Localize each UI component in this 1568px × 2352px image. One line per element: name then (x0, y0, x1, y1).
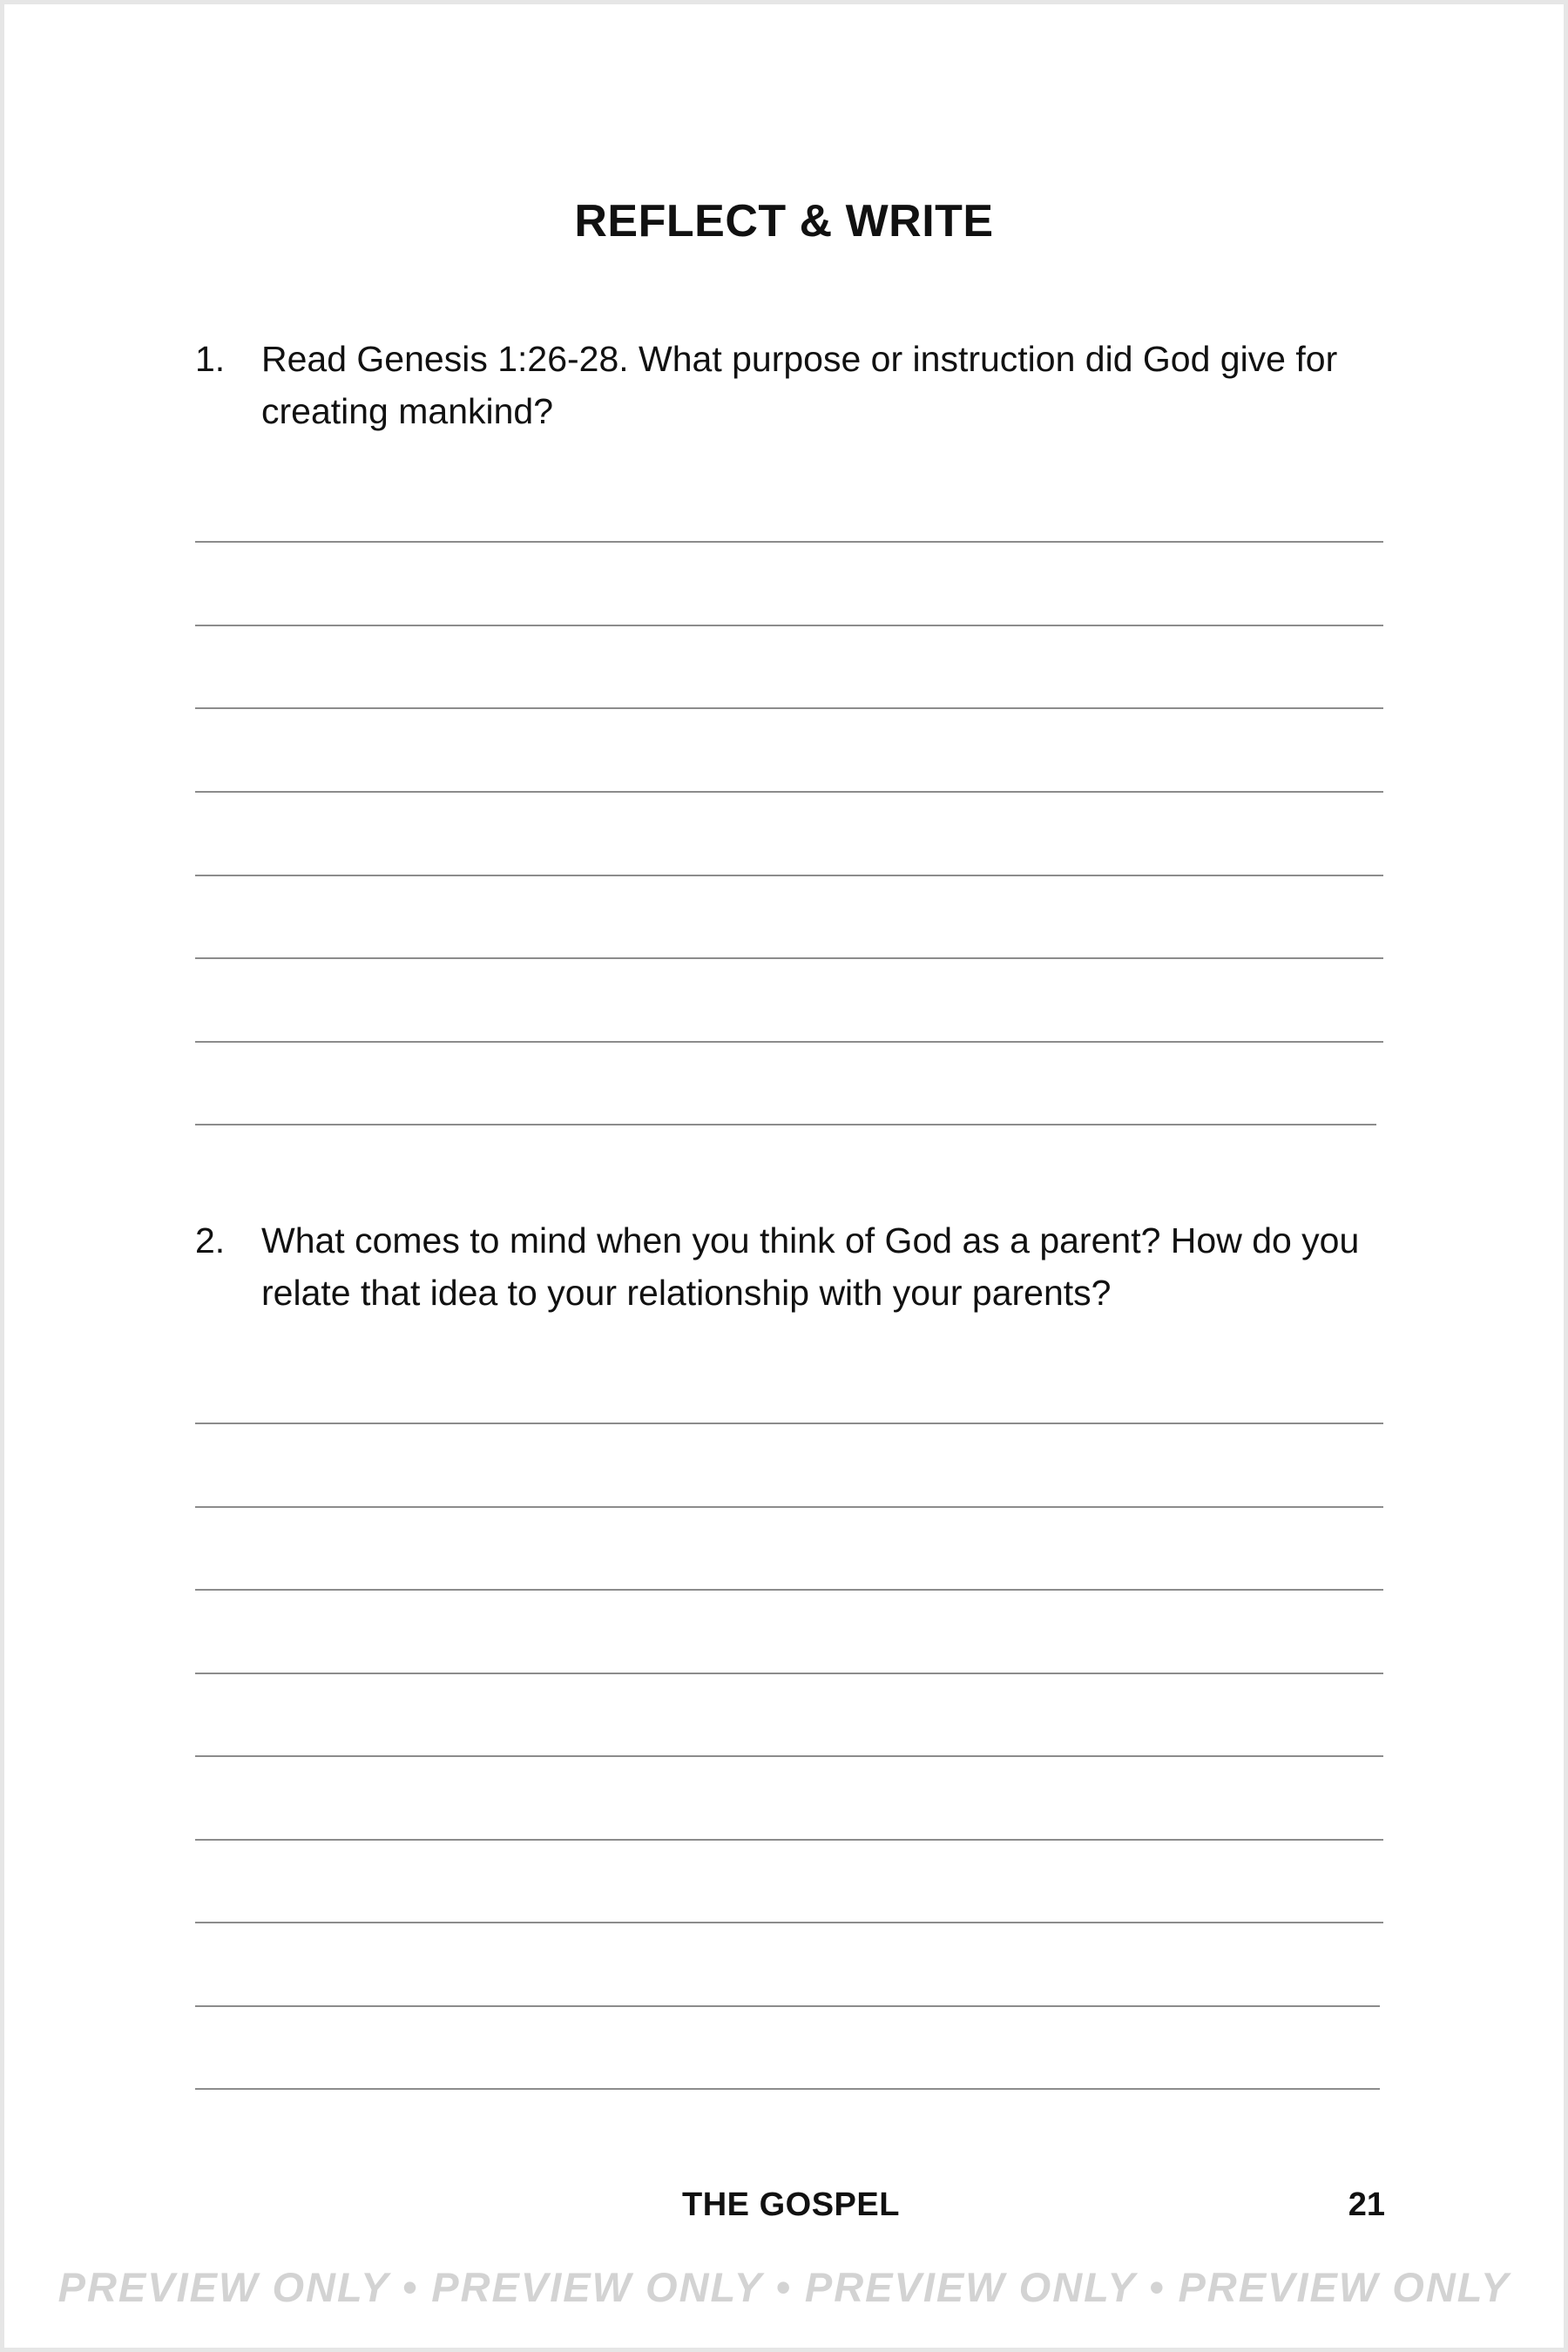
answer-line[interactable] (195, 2088, 1380, 2090)
page-number: 21 (1348, 2186, 1385, 2223)
answer-line[interactable] (195, 2005, 1380, 2007)
answer-line[interactable] (195, 1041, 1383, 1043)
page-title: REFLECT & WRITE (574, 196, 994, 247)
footer-book-title: THE GOSPEL (682, 2186, 900, 2223)
question-1-number: 1. (195, 339, 226, 379)
answer-line[interactable] (195, 1589, 1383, 1591)
answer-line[interactable] (195, 875, 1383, 876)
answer-line[interactable] (195, 1423, 1383, 1424)
answer-line[interactable] (195, 1124, 1376, 1125)
question-1-text: Read Genesis 1:26-28. What purpose or instruction did God give for creating mankind? (261, 339, 1338, 431)
answer-line[interactable] (195, 791, 1383, 793)
answer-line[interactable] (195, 1922, 1383, 1923)
question-2-number: 2. (195, 1220, 226, 1260)
preview-watermark: PREVIEW ONLY • PREVIEW ONLY • PREVIEW ONLY • PREVIEW ONLY (57, 2264, 1511, 2310)
answer-line[interactable] (195, 1506, 1383, 1508)
answer-line[interactable] (195, 1839, 1383, 1841)
answer-line[interactable] (195, 707, 1383, 709)
answer-line[interactable] (195, 957, 1383, 959)
question-2-text: What comes to mind when you think of God as a parent? How do you relate that idea to your relationship with your parents? (261, 1220, 1360, 1313)
answer-line[interactable] (195, 1673, 1383, 1674)
answer-line[interactable] (195, 1755, 1383, 1757)
answer-line[interactable] (195, 541, 1383, 543)
answer-line[interactable] (195, 625, 1383, 626)
